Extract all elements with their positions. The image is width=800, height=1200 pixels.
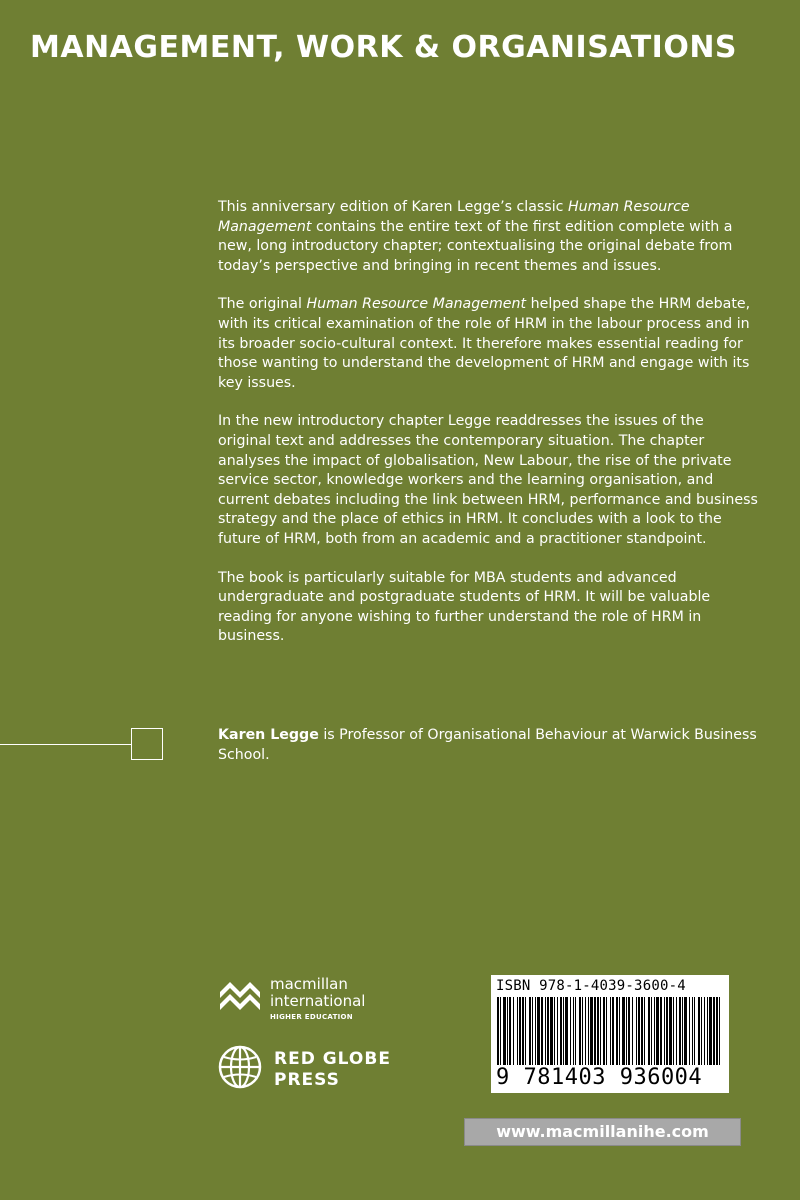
barcode-bar	[565, 997, 568, 1069]
barcode-bar	[713, 997, 715, 1069]
barcode-bar	[660, 997, 662, 1069]
barcode-bar	[513, 997, 514, 1069]
barcode-bar	[632, 997, 633, 1069]
decorative-rule	[0, 744, 132, 745]
back-cover-blurb	[218, 198, 758, 666]
barcode-bar	[716, 997, 718, 1069]
barcode-bar	[535, 997, 536, 1069]
macmillan-higher-education: HIGHER EDUCATION	[270, 1013, 353, 1021]
barcode-bar	[585, 997, 586, 1069]
barcode-bar	[600, 997, 601, 1069]
blurb-paragraph-3: In the new introductory chapter Legge readdresses the issues of the original text and addresses the contemporary situation. The chapter analyses the impact of globalisation, New Labour, the rise of the private service sector, knowledge workers and the learning organisation, and current debates including the link between HRM, performance and business strategy and the place of ethics in HRM. It concludes with a look to the future of HRM, both from an academic and a practitioner standpoint.	[218, 413, 758, 547]
barcode-bar	[666, 997, 668, 1069]
barcode-bar	[590, 997, 593, 1069]
barcode-bar	[626, 997, 627, 1069]
barcode-bar	[541, 997, 543, 1069]
barcode-bar	[519, 997, 521, 1069]
globe-icon	[218, 1045, 262, 1089]
isbn-digits: 9 781403 936004	[496, 1065, 724, 1090]
barcode-bars	[495, 997, 725, 1069]
barcode-bar	[679, 997, 681, 1069]
blurb-paragraph-1: This anniversary edition of Karen Legge’s classic Human Resource Management contains the entire text of the first edition complete with a new, long introductory chapter; contextualising the original debate from today’s perspective and bringing in recent themes and issues.	[218, 199, 733, 274]
barcode-bar	[689, 997, 690, 1069]
blurb-paragraph-4: The book is particularly suitable for MBA students and advanced undergraduate and postgraduate students of HRM. It will be valuable reading for anyone wishing to further understand the role of HRM in business.	[218, 569, 711, 645]
barcode-bar	[669, 997, 672, 1069]
barcode-bar	[503, 997, 506, 1069]
barcode-bar	[684, 997, 687, 1069]
series-title: MANAGEMENT, WORK & ORGANISATIONS	[30, 30, 738, 65]
barcode-bar	[616, 997, 618, 1069]
barcode-bar	[692, 997, 693, 1069]
barcode-bar	[597, 997, 599, 1069]
barcode-bar	[507, 997, 508, 1069]
barcode-bar	[573, 997, 574, 1069]
barcode-bar	[575, 997, 576, 1069]
press-wordmark: PRESS	[274, 1070, 340, 1090]
barcode-bar	[651, 997, 652, 1069]
barcode-bar	[701, 997, 702, 1069]
barcode-bar	[550, 997, 553, 1069]
barcode-bar	[654, 997, 655, 1069]
author-bio: Karen Legge is Professor of Organisational Behaviour at Warwick Business School.	[218, 727, 757, 763]
barcode-bar	[619, 997, 620, 1069]
barcode-bar	[525, 997, 526, 1069]
barcode-bar	[673, 997, 674, 1069]
barcode-bar	[529, 997, 531, 1069]
author-name: Karen Legge	[218, 727, 319, 743]
macmillan-logo	[218, 976, 388, 1026]
barcode-bar	[664, 997, 665, 1069]
barcode-bar	[517, 997, 518, 1069]
isbn-label: ISBN 978-1-4039-3600-4	[496, 978, 686, 994]
barcode-bar	[570, 997, 571, 1069]
macmillan-logo-icon	[218, 978, 262, 1012]
barcode-bar	[707, 997, 708, 1069]
barcode-bar	[704, 997, 705, 1069]
barcode-bar	[560, 997, 562, 1069]
barcode-bar	[622, 997, 625, 1069]
barcode-bar	[557, 997, 558, 1069]
barcode-bar	[641, 997, 643, 1069]
barcode-bar	[594, 997, 596, 1069]
isbn-barcode	[491, 975, 729, 1093]
barcode-bar	[545, 997, 546, 1069]
barcode-bar	[648, 997, 650, 1069]
barcode-bar	[509, 997, 511, 1069]
barcode-bar	[606, 997, 607, 1069]
decorative-square	[131, 728, 163, 760]
blurb-paragraph-2: The original Human Resource Management helped shape the HRM debate, with its critical examination of the role of HRM in the labour process and in its broader socio-cultural context. It therefore makes essential reading for those wanting to understand the development of HRM and engage with its key issues.	[218, 296, 751, 391]
barcode-bar	[547, 997, 549, 1069]
barcode-bar	[500, 997, 501, 1069]
barcode-bar	[579, 997, 581, 1069]
barcode-bar	[554, 997, 555, 1069]
macmillan-international: international	[270, 992, 366, 1010]
barcode-bar	[563, 997, 564, 1069]
barcode-bar	[644, 997, 645, 1069]
barcode-bar	[612, 997, 614, 1069]
publisher-website[interactable]: www.macmillanihe.com	[464, 1118, 741, 1146]
macmillan-wordmark: macmillan	[270, 975, 348, 993]
barcode-bar	[698, 997, 700, 1069]
barcode-bar	[636, 997, 637, 1069]
barcode-bar	[537, 997, 540, 1069]
barcode-bar	[497, 997, 499, 1069]
barcode-bar	[719, 997, 720, 1069]
barcode-bar	[603, 997, 605, 1069]
barcode-bar	[610, 997, 611, 1069]
barcode-bar	[694, 997, 695, 1069]
barcode-bar	[676, 997, 677, 1069]
barcode-bar	[656, 997, 659, 1069]
barcode-bar	[628, 997, 630, 1069]
barcode-bar	[588, 997, 589, 1069]
barcode-bar	[532, 997, 533, 1069]
red-globe-wordmark: RED GLOBE	[274, 1049, 391, 1069]
barcode-bar	[682, 997, 683, 1069]
barcode-bar	[522, 997, 524, 1069]
barcode-bar	[709, 997, 712, 1069]
barcode-bar	[638, 997, 640, 1069]
barcode-bar	[582, 997, 583, 1069]
red-globe-press-logo	[218, 1045, 418, 1095]
